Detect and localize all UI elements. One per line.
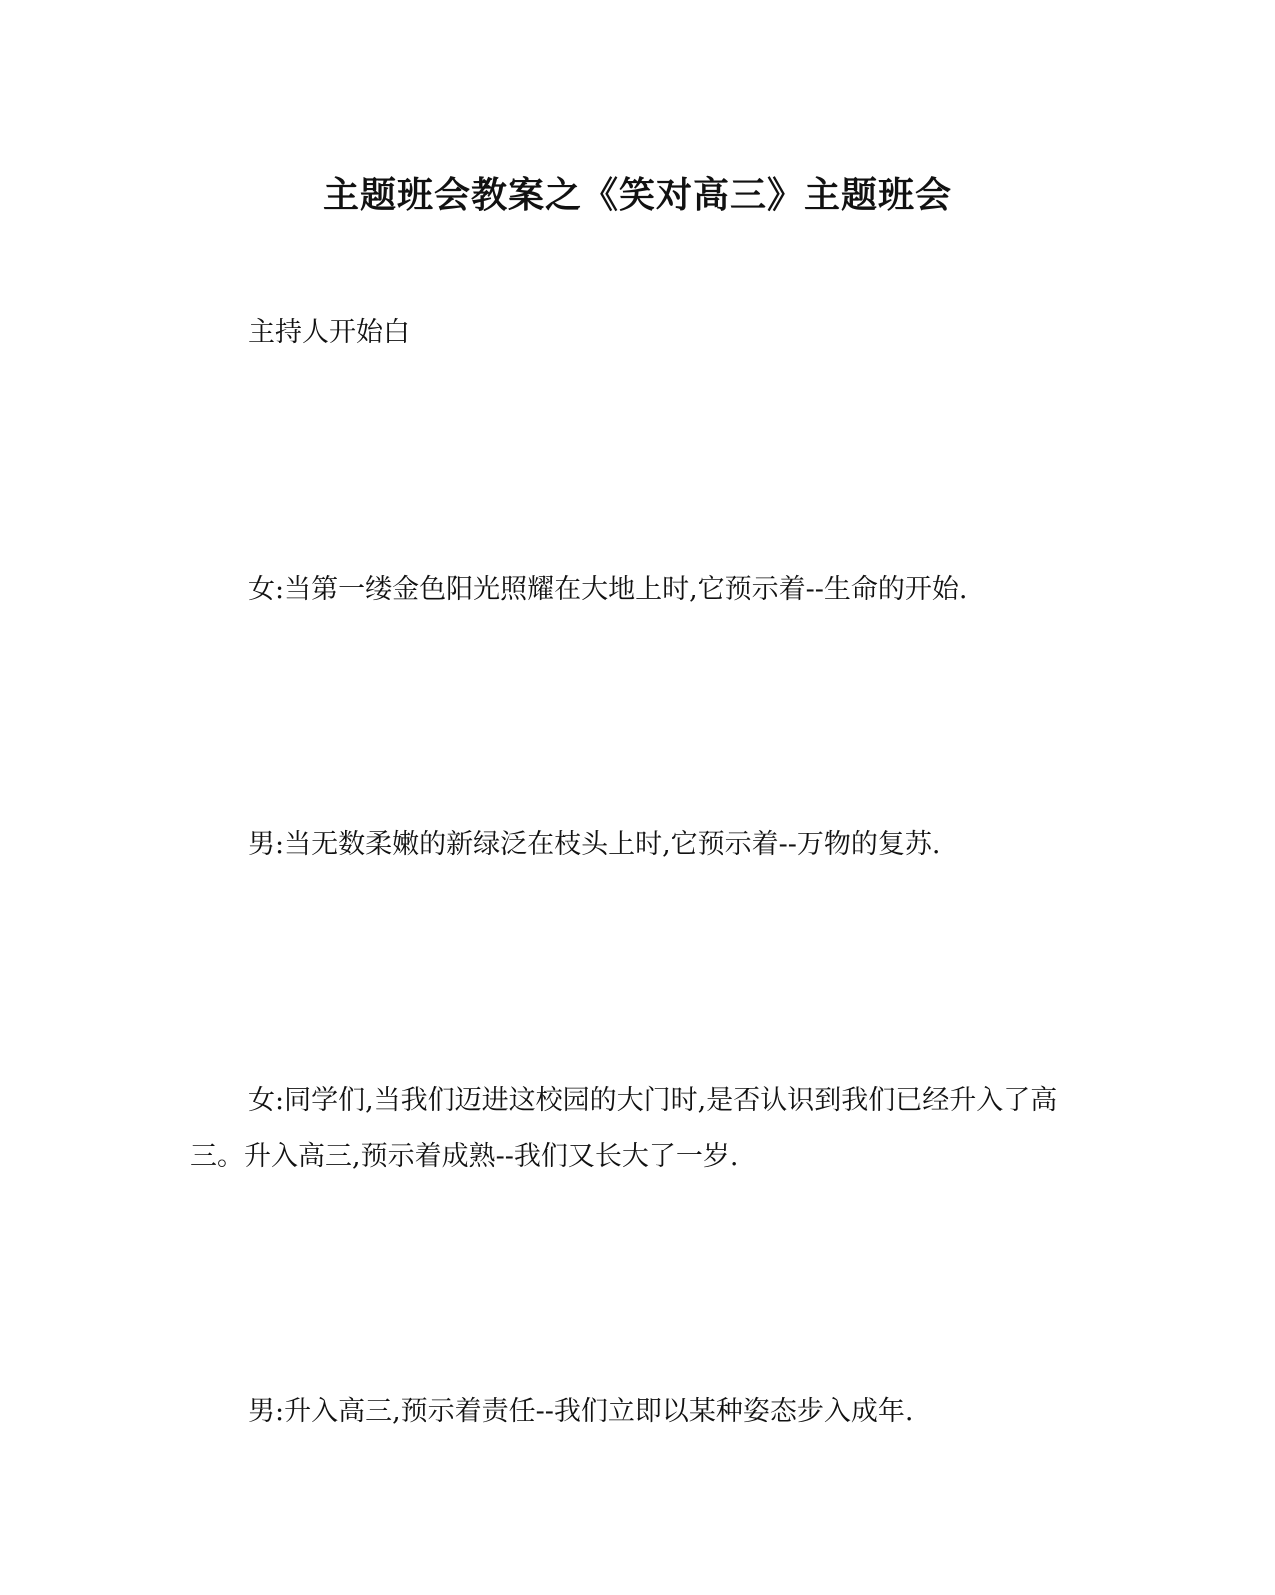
- paragraph-female-2: 女:同学们,当我们迈进这校园的大门时,是否认识到我们已经升入了高三。升入高三,预示着成熟--我们又长大了一岁.: [190, 1085, 1058, 1172]
- document-title: 主题班会教案之《笑对高三》主题班会: [322, 174, 952, 216]
- paragraph-male-2: 男:升入高三,预示着责任--我们立即以某种姿态步入成年.: [248, 1396, 914, 1427]
- paragraph-female-1: 女:当第一缕金色阳光照耀在大地上时,它预示着--生命的开始.: [248, 574, 968, 605]
- paragraph-male-1: 男:当无数柔嫩的新绿泛在枝头上时,它预示着--万物的复苏.: [248, 829, 941, 860]
- paragraph-host-opening: 主持人开始白: [248, 317, 410, 348]
